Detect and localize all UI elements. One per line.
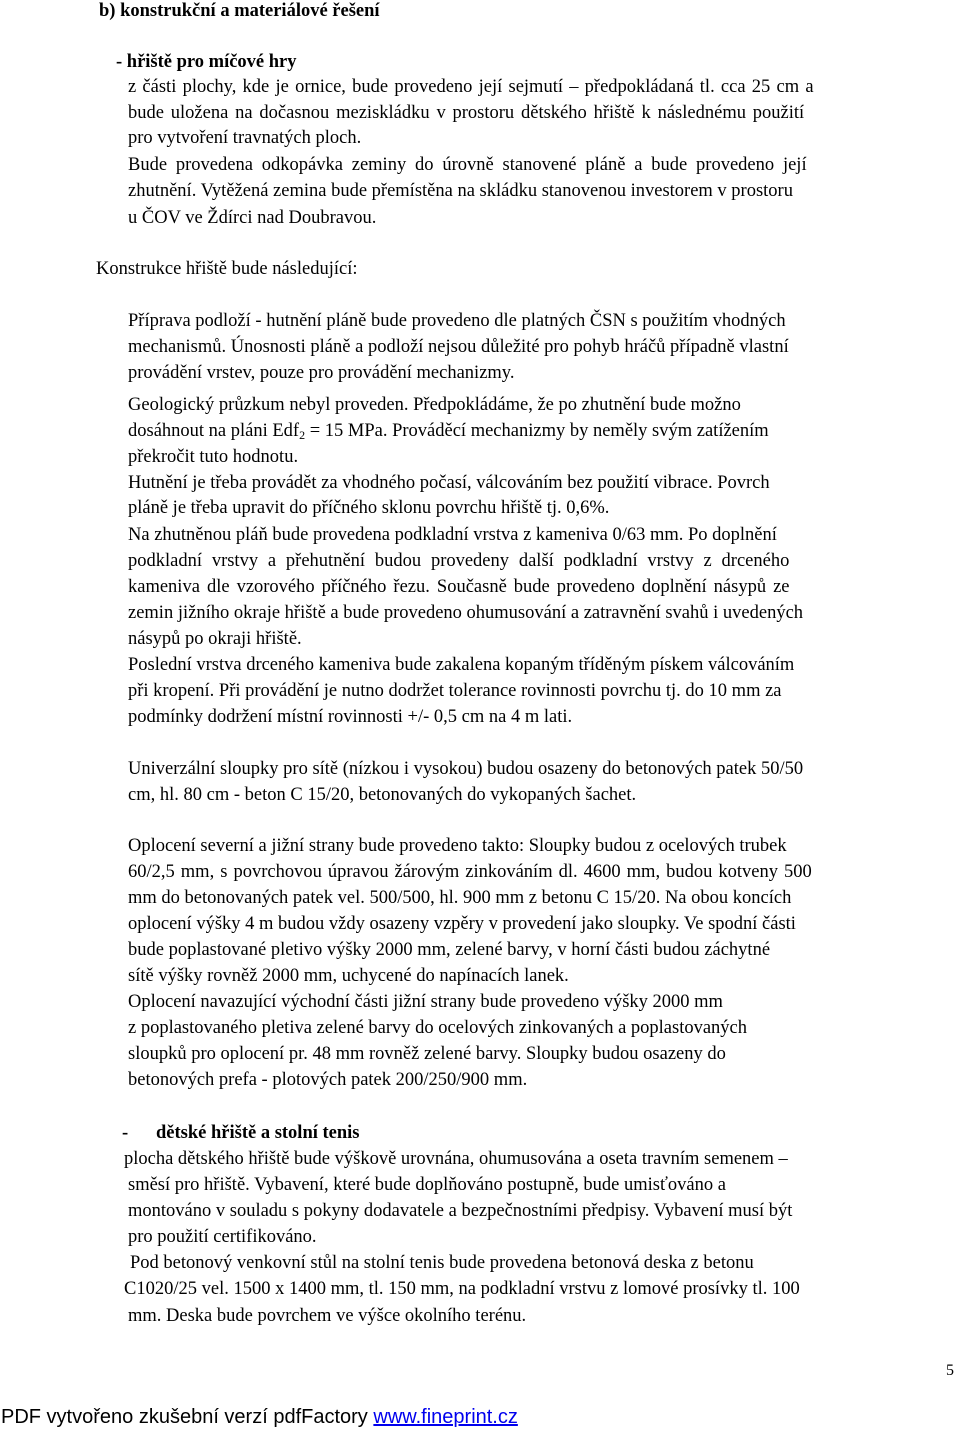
text-line: montováno v souladu s pokyny dodavatele a bezpečnostními předpisy. Vybavení musí být bbox=[128, 1201, 793, 1221]
subsection-title-ball-games: - hřiště pro míčové hry bbox=[116, 52, 297, 72]
text-line: Oplocení navazující východní části jižní strany bude provedeno výšky 2000 mm bbox=[128, 992, 723, 1012]
subsection-title-playground: dětské hřiště a stolní tenis bbox=[156, 1123, 360, 1143]
text-line: násypů po okraji hřiště. bbox=[128, 629, 302, 649]
text-line: zemin jižního okraje hřiště a bude provedeno ohumusování a zatravnění svahů i uvedených bbox=[128, 603, 804, 623]
text-line: při kropení. Při provádění je nutno dodržet tolerance rovinnosti povrchu tj. do 10 mm za bbox=[128, 681, 782, 701]
pdf-footer bbox=[1, 1406, 518, 1429]
text-line: cm, hl. 80 cm - beton C 15/20, betonovaných do vykopaných šachet. bbox=[128, 785, 637, 805]
footer-text: PDF vytvořeno zkušební verzí pdfFactory bbox=[1, 1406, 374, 1428]
text-line: sítě výšky rovněž 2000 mm, uchycené do napínacích lanek. bbox=[128, 966, 569, 986]
text-line: plocha dětského hřiště bude výškově urovnána, ohumusována a oseta travním semenem – bbox=[124, 1149, 788, 1169]
section-title: b) konstrukční a materiálové řešení bbox=[99, 1, 380, 21]
text-line-edf bbox=[128, 420, 769, 442]
text-line: podkladní vrstvy a přehutnění budou provedeny další podkladní vrstvy z drceného bbox=[128, 551, 790, 571]
text-line: C1020/25 vel. 1500 x 1400 mm, tl. 150 mm, na podkladní vrstvu z lomové prosívky tl. 100 bbox=[124, 1279, 800, 1299]
text-segment: dosáhnout na pláni Edf bbox=[128, 421, 300, 441]
text-line: Na zhutněnou pláň bude provedena podkladní vrstva z kameniva 0/63 mm. Po doplnění bbox=[128, 525, 777, 545]
subsection-dash: - bbox=[122, 1123, 129, 1143]
text-line: Příprava podloží - hutnění pláně bude provedeno dle platných ČSN s použitím vhodných bbox=[128, 311, 786, 331]
text-line: z poplastovaného pletiva zelené barvy do ocelových zinkovaných a poplastovaných bbox=[128, 1018, 748, 1038]
text-line: u ČOV ve Ždírci nad Doubravou. bbox=[128, 208, 377, 228]
text-line: podmínky dodržení místní rovinnosti +/- 0,5 cm na 4 m lati. bbox=[128, 707, 573, 727]
text-line: mm do betonovaných patek vel. 500/500, hl. 900 mm z betonu C 15/20. Na obou koncích bbox=[128, 888, 792, 908]
text-line: sloupků pro oplocení pr. 48 mm rovněž zelené barvy. Sloupky budou osazeny do bbox=[128, 1044, 726, 1064]
text-line: kameniva dle vzorového příčného řezu. Současně bude provedeno doplnění násypů ze bbox=[128, 577, 790, 597]
text-line: překročit tuto hodnotu. bbox=[128, 447, 299, 467]
text-line: zhutnění. Vytěžená zemina bude přemístěna na skládku stanovenou investorem v prostoru bbox=[128, 181, 793, 201]
text-line: Poslední vrstva drceného kameniva bude zakalena kopaným tříděným pískem válcováním bbox=[128, 655, 795, 675]
text-line: Oplocení severní a jižní strany bude provedeno takto: Sloupky budou z ocelových trubek bbox=[128, 836, 787, 856]
page-number: 5 bbox=[946, 1362, 954, 1379]
text-line: směsí pro hřiště. Vybavení, které bude doplňováno postupně, bude umisťováno a bbox=[128, 1175, 726, 1195]
text-line: betonových prefa - plotových patek 200/250/900 mm. bbox=[128, 1070, 528, 1090]
text-line: Hutnění je třeba provádět za vhodného počasí, válcováním bez použití vibrace. Povrch bbox=[128, 473, 770, 493]
subscript: 2 bbox=[299, 428, 306, 442]
text-line: mm. Deska bude povrchem ve výšce okolního terénu. bbox=[128, 1306, 527, 1326]
text-line: oplocení výšky 4 m budou vždy osazeny vzpěry v provedení jako sloupky. Ve spodní části bbox=[128, 914, 796, 934]
text-line: pro použití certifikováno. bbox=[128, 1227, 317, 1247]
text-line: 60/2,5 mm, s povrchovou úpravou žárovým zinkováním dl. 4600 mm, budou kotveny 500 bbox=[128, 862, 812, 882]
text-line: mechanismů. Únosnosti pláně a podloží nejsou důležité pro pohyb hráčů případně vlastní bbox=[128, 337, 789, 357]
text-line: Geologický průzkum nebyl proveden. Předpokládáme, že po zhutnění bude možno bbox=[128, 395, 741, 415]
text-line: Univerzální sloupky pro sítě (nízkou i vysokou) budou osazeny do betonových patek 50/50 bbox=[128, 759, 804, 779]
footer-link[interactable]: www.fineprint.cz bbox=[373, 1406, 518, 1428]
text-segment: = 15 MPa. Prováděcí mechanizmy by neměly svým zatížením bbox=[305, 421, 769, 441]
text-line: bude poplastované pletivo výšky 2000 mm, zelené barvy, v horní části budou záchytné bbox=[128, 940, 771, 960]
text-line: z části plochy, kde je ornice, bude provedeno její sejmutí – předpokládaná tl. cca 25 cm a bbox=[128, 77, 814, 97]
text-line: provádění vrstev, pouze pro provádění mechanizmy. bbox=[128, 363, 515, 383]
text-line: pro vytvoření travnatých ploch. bbox=[128, 128, 362, 148]
text-line: Pod betonový venkovní stůl na stolní tenis bude provedena betonová deska z betonu bbox=[130, 1253, 754, 1273]
text-line: pláně je třeba upravit do příčného sklonu povrchu hřiště tj. 0,6%. bbox=[128, 498, 610, 518]
construction-intro: Konstrukce hřiště bude následující: bbox=[96, 259, 358, 279]
text-line: bude uložena na dočasnou meziskládku v prostoru dětského hřiště k následnému použití bbox=[128, 103, 805, 123]
text-line: Bude provedena odkopávka zeminy do úrovně stanovené pláně a bude provedeno její bbox=[128, 155, 807, 175]
